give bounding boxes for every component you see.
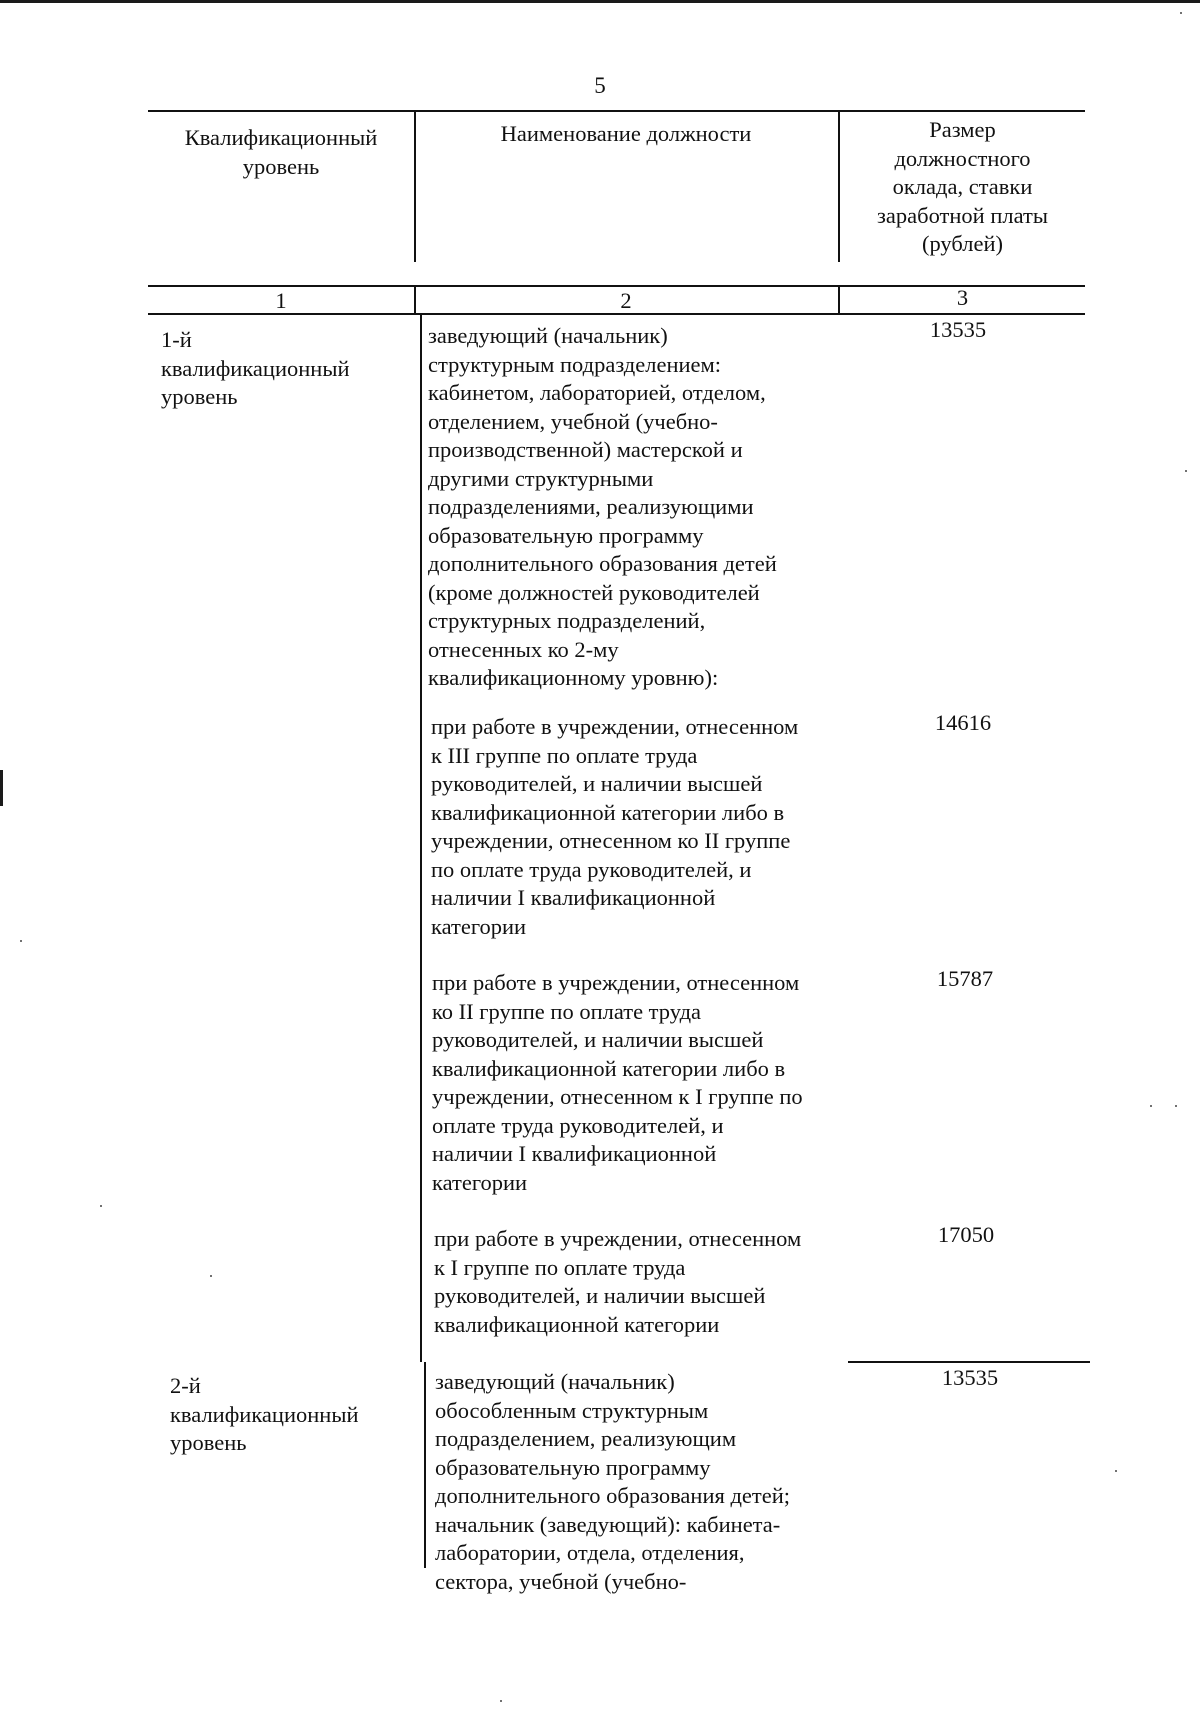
row2-level-label: 2-й квалификационный уровень xyxy=(170,1373,359,1455)
column-number-2: 2 xyxy=(620,288,632,313)
row1-entry2-salary: 14616 xyxy=(934,710,992,735)
scan-top-edge xyxy=(0,0,1200,3)
scan-speck xyxy=(100,1205,102,1207)
scan-speck xyxy=(1185,470,1187,472)
row1-entry2-text: при работе в учреждении, отнесенном к III группе по оплате труда руководителей, и наличии высшей квалификационной категории либо в учреждении, отнесенном ко II группе по оплате труда руководителей, и наличии I квалификационной категории xyxy=(431,714,799,939)
row1-column-divider xyxy=(420,314,422,1362)
scan-speck xyxy=(1150,1105,1152,1107)
row2-entry1-salary: 13535 xyxy=(941,1365,999,1390)
row2-column-divider xyxy=(424,1362,426,1568)
scan-speck xyxy=(210,1275,212,1277)
page-number: 5 xyxy=(594,73,606,98)
header-position: Наименование должности xyxy=(500,121,752,146)
row1-entry3-salary: 15787 xyxy=(936,966,994,991)
header-salary: Размер должностного оклада, ставки заработной платы (рублей) xyxy=(877,117,1048,256)
row1-entry4-text: при работе в учреждении, отнесенном к I группе по оплате труда руководителей, и наличии высшей квалификационной категории xyxy=(434,1226,802,1337)
row-separator xyxy=(848,1361,1090,1363)
row1-level-label: 1-й квалификационный уровень xyxy=(161,327,350,409)
table-top-border xyxy=(148,110,1085,112)
scan-speck xyxy=(1115,1470,1117,1472)
row1-entry3-text: при работе в учреждении, отнесенном ко II группе по оплате труда руководителей, и наличии высшей квалификационной категории либо в учреждении, отнесенном к I группе по оплате труда руководителей, и наличии I квалификационной категории xyxy=(432,970,803,1195)
scan-speck xyxy=(1180,12,1182,14)
row2-entry1-text: заведующий (начальник) обособленным структурным подразделением, реализующим образовательную программу дополнительного образования детей; начальник (заведующий): кабинета- лаборатории, отдела, отделения, сектора, учебной (учебно- xyxy=(435,1369,791,1594)
column-number-1: 1 xyxy=(275,288,287,313)
header-level: Квалификационный уровень xyxy=(184,125,378,179)
scan-speck xyxy=(20,940,22,942)
scan-speck xyxy=(1175,1105,1177,1107)
column-number-3: 3 xyxy=(956,285,969,310)
row1-entry1-salary: 13535 xyxy=(929,317,987,342)
scan-margin-mark xyxy=(0,770,3,806)
scan-speck xyxy=(500,1700,502,1702)
row1-entry1-text: заведующий (начальник) структурным подразделением: кабинетом, лабораторией, отделом, отделением, учебной (учебно- производственной) мастерской и другими структурными подразделениями, реализующими образовательную программу дополнительного образования детей (кроме должностей руководителей структурных подразделений, отнесенных ко 2-му квалификационному уровню): xyxy=(428,323,777,690)
row1-entry4-salary: 17050 xyxy=(937,1222,995,1247)
